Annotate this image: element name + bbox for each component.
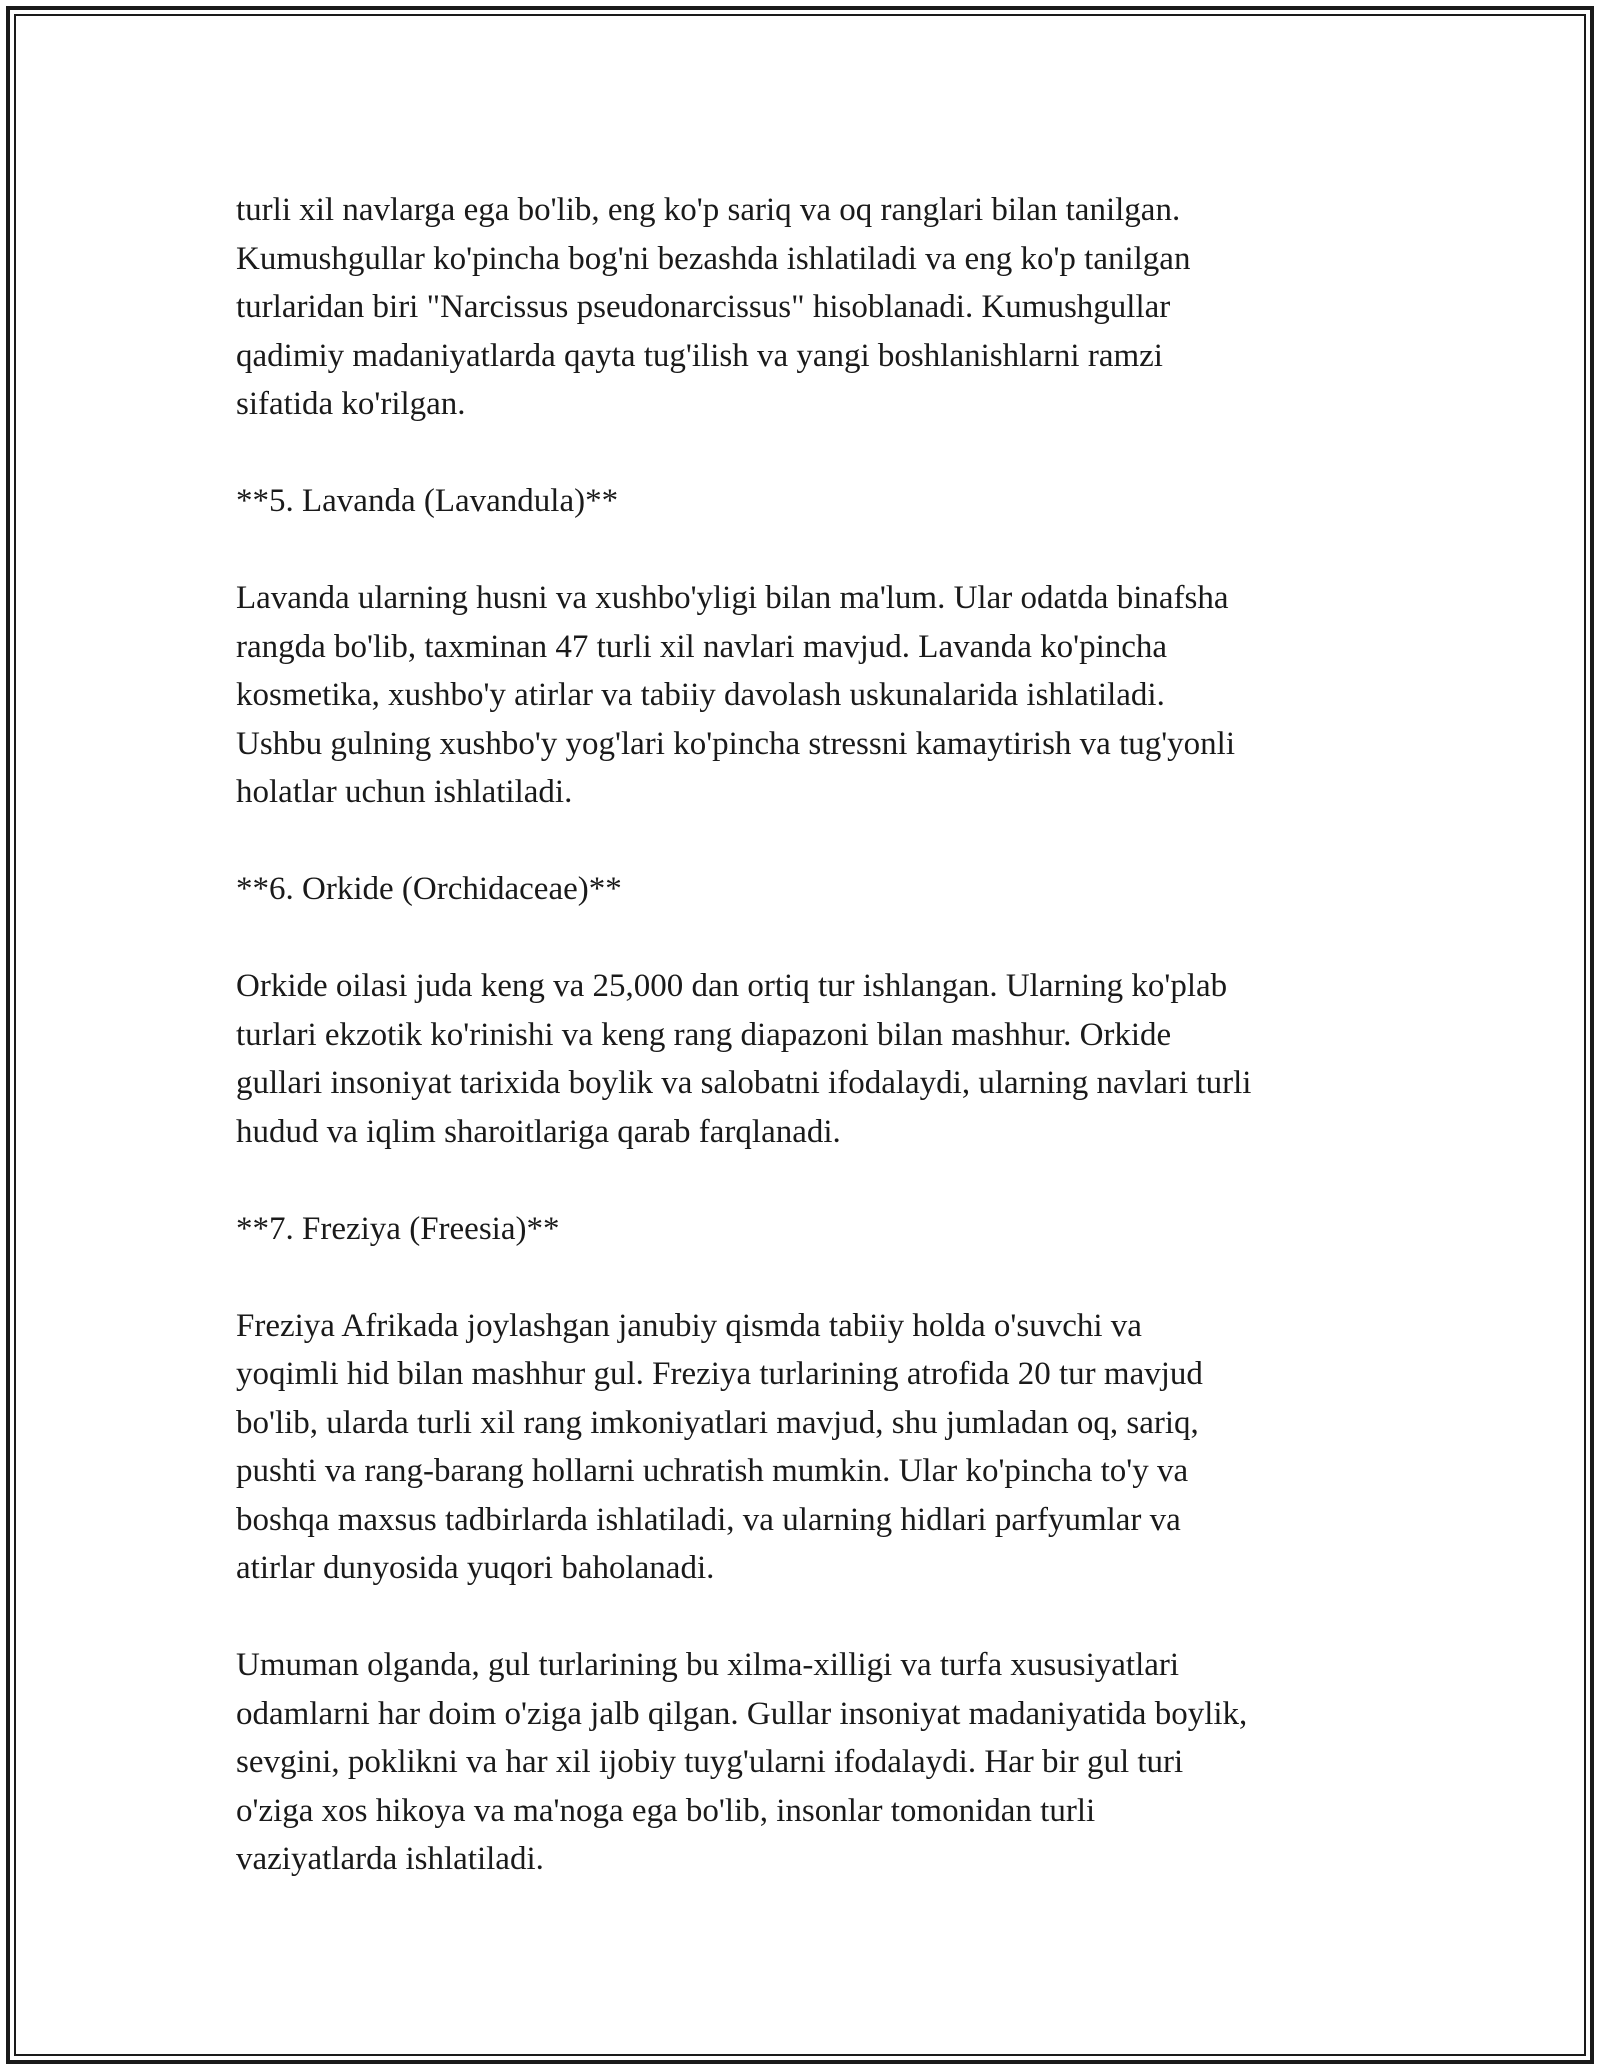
paragraph-freziya: Freziya Afrikada joylashgan janubiy qismda tabiiy holda o'suvchi va yoqimli hid bilan mashhur gul. Freziya turlarining atrofida 20 tur mavjud bo'lib, ularda turli xil rang imkoniyatlari mavjud, shu jumladan oq, sariq, pushti va rang-barang hollarni uchratish mumkin. Ular ko'pincha to'y va boshqa maxsus tadbirlarda ishlatiladi, va ularning hidlari parfyumlar va atirlar dunyosida yuqori baholanadi. [236,1307,1203,1586]
document-body [236,186,1372,1884]
heading-lavanda: **5. Lavanda (Lavandula)** [236,483,619,519]
paragraph-lavanda: Lavanda ularning husni va xushbo'yligi bilan ma'lum. Ular odatda binafsha rangda bo'lib, taxminan 47 turli xil navlari mavjud. Lavanda ko'pincha kosmetika, xushbo'y atirlar va tabiiy davolash uskunalarida ishlatiladi. Ushbu gulning xushbo'y yog'lari ko'pincha stressni kamaytirish va tug'yonli holatlar uchun ishlatiladi. [236,580,1236,810]
paragraph-kumushgul-continued: turli xil navlarga ega bo'lib, eng ko'p sariq va oq ranglari bilan tanilgan. Kumushgullar ko'pincha bog'ni bezashda ishlatiladi va eng ko'p tanilgan turlaridan biri "Narcissus pseudonarcissus" hisoblanadi. Kumushgullar qadimiy madaniyatlarda qayta tug'ilish va yangi boshlanishlarni ramzi sifatida ko'rilgan. [236,192,1191,422]
paragraph-conclusion: Umuman olganda, gul turlarining bu xilma-xilligi va turfa xususiyatlari odamlarni har doim o'ziga jalb qilgan. Gullar insoniyat madaniyatida boylik, sevgini, poklikni va har xil ijobiy tuyg'ularni ifodalaydi. Har bir gul turi o'ziga xos hikoya va ma'noga ega bo'lib, insonlar tomonidan turli vaziyatlarda ishlatiladi. [236,1647,1248,1877]
paragraph-orkide: Orkide oilasi juda keng va 25,000 dan ortiq tur ishlangan. Ularning ko'plab turlari ekzotik ko'rinishi va keng rang diapazoni bilan mashhur. Orkide gullari insoniyat tarixida boylik va salobatni ifodalaydi, ularning navlari turli hudud va iqlim sharoitlariga qarab farqlanadi. [236,968,1252,1150]
heading-orkide: **6. Orkide (Orchidaceae)** [236,871,622,907]
heading-freziya: **7. Freziya (Freesia)** [236,1210,560,1247]
